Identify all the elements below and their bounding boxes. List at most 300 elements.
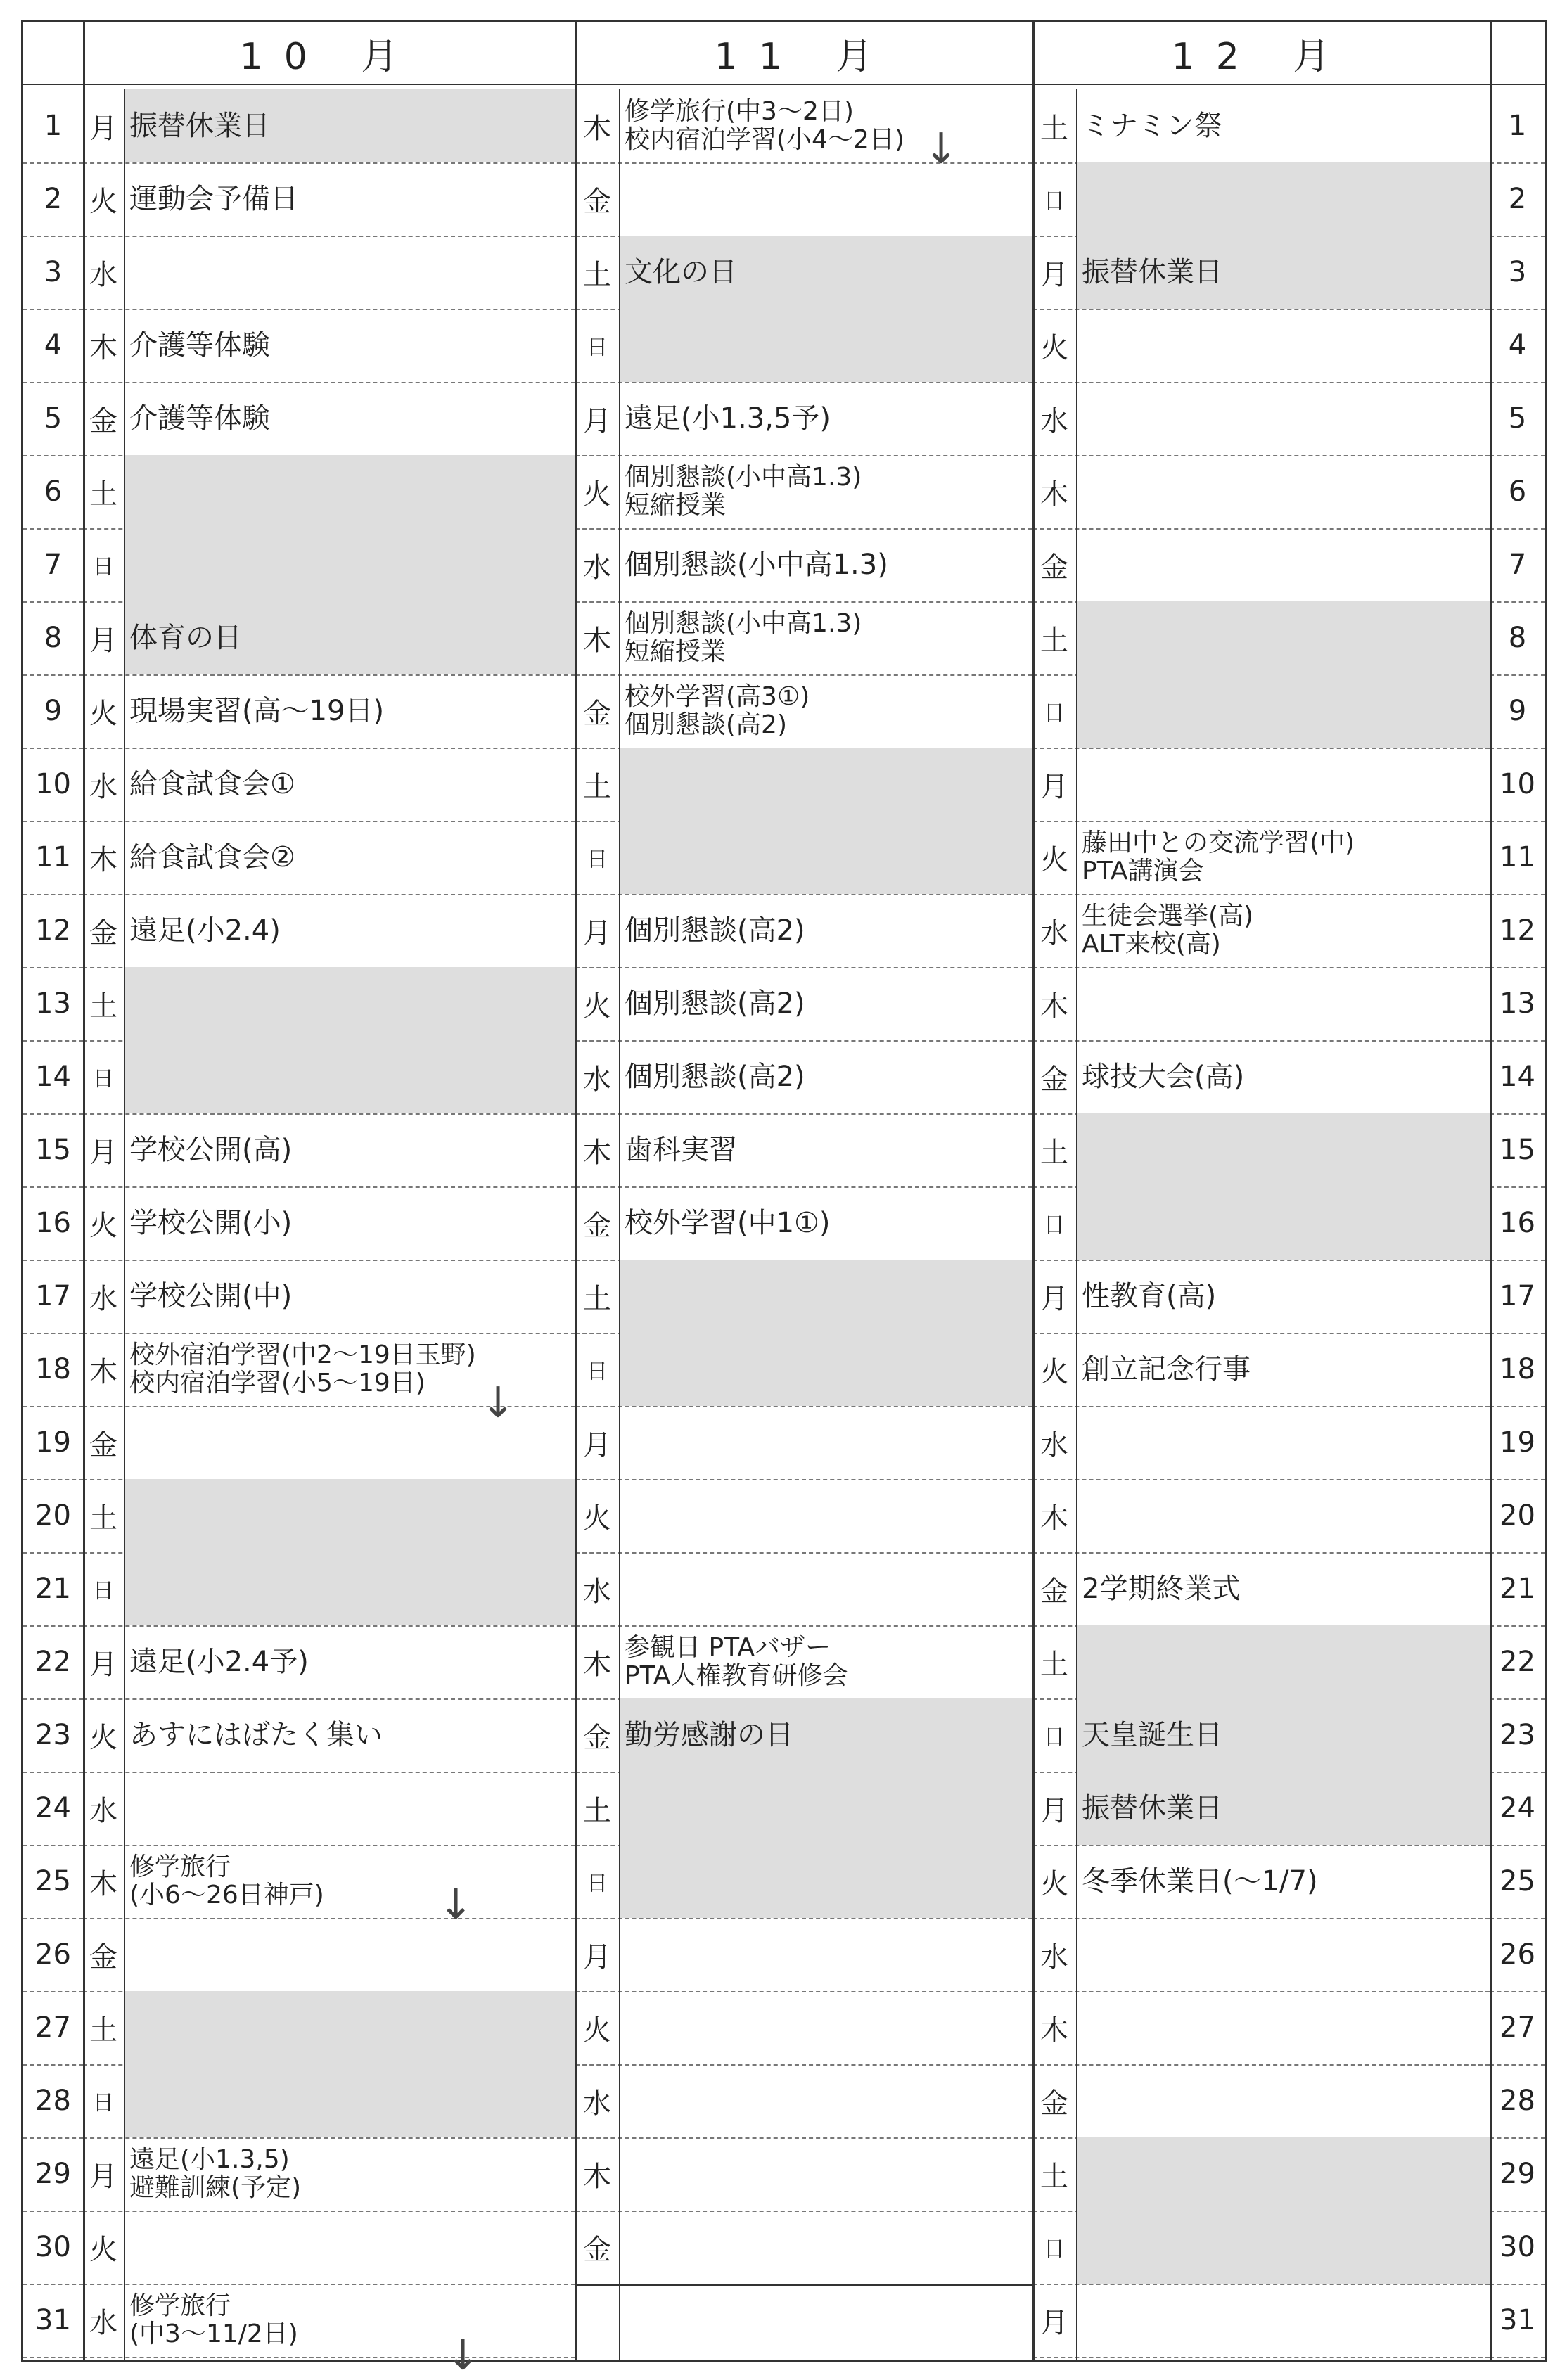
event-cell — [1076, 162, 1490, 236]
weekday-label: 日 — [1044, 1213, 1065, 1238]
weekday-label: 土 — [89, 990, 117, 1023]
event-text: 避難訓練(予定) — [129, 2173, 302, 2202]
weekday-label: 水 — [1040, 1428, 1068, 1461]
weekday-label: 金 — [1040, 1063, 1068, 1096]
row-divider — [83, 2357, 575, 2358]
event-cell — [619, 382, 1032, 455]
event-cell — [124, 1698, 575, 1772]
day-number-left: 17 — [35, 1280, 71, 1312]
continuation-arrow: ↓ — [445, 2331, 481, 2380]
event-cell — [619, 89, 1032, 162]
weekday-label: 月 — [1040, 1282, 1068, 1315]
day-number-right: 23 — [1499, 1719, 1535, 1751]
event-cell — [1076, 1479, 1490, 1552]
weekday-label: 土 — [583, 258, 611, 291]
day-number-right: 26 — [1499, 1938, 1535, 1971]
event-cell — [1076, 89, 1490, 162]
event-cell — [124, 967, 575, 1040]
day-number-left: 25 — [35, 1865, 71, 1898]
weekday-label: 月 — [1040, 2306, 1068, 2339]
event-text: ミナミン祭 — [1082, 110, 1222, 142]
weekday-label: 月 — [583, 916, 611, 949]
event-text: 遠足(小2.4) — [129, 914, 281, 947]
weekday-label: 水 — [583, 1063, 611, 1096]
column-rule — [83, 22, 85, 2360]
event-cell — [1076, 1991, 1490, 2064]
event-cell — [124, 601, 575, 674]
weekday-label: 水 — [89, 1282, 117, 1315]
month-header-december: 12 月 — [1032, 22, 1490, 87]
day-number-right: 10 — [1499, 768, 1535, 800]
day-number-right: 22 — [1499, 1646, 1535, 1678]
event-text: 創立記念行事 — [1082, 1353, 1251, 1386]
event-cell — [1076, 309, 1490, 382]
event-text: ALT来校(高) — [1082, 930, 1221, 959]
event-cell — [124, 1991, 575, 2064]
continuation-arrow: ↓ — [438, 1880, 474, 1929]
event-text: 校外学習(中1①) — [625, 1207, 831, 1239]
day-number-left: 22 — [35, 1646, 71, 1678]
day-number-left: 12 — [35, 914, 71, 947]
continuation-arrow: ↓ — [480, 1378, 516, 1428]
event-cell — [1076, 2284, 1490, 2357]
weekday-label: 日 — [93, 555, 114, 580]
weekday-label: 日 — [587, 1872, 608, 1896]
day-number-left: 16 — [35, 1207, 71, 1239]
weekday-label: 水 — [583, 1575, 611, 1608]
day-number-right: 1 — [1508, 110, 1527, 142]
event-cell — [124, 2211, 575, 2284]
day-number-right: 2 — [1508, 183, 1527, 215]
day-number-right: 16 — [1499, 1207, 1535, 1239]
weekday-label: 月 — [89, 1136, 117, 1169]
weekday-label: 金 — [89, 404, 117, 437]
event-cell — [124, 455, 575, 528]
event-text: 個別懇談(高2) — [625, 914, 805, 947]
day-number-left: 2 — [44, 183, 63, 215]
weekday-label: 金 — [89, 1940, 117, 1973]
weekday-label: 火 — [89, 2233, 117, 2266]
event-text: 歯科実習 — [625, 1134, 737, 1166]
event-cell — [619, 2064, 1032, 2137]
event-text: 藤田中との交流学習(中) — [1082, 828, 1355, 857]
weekday-label: 水 — [89, 770, 117, 803]
column-rule — [575, 22, 577, 2360]
event-cell — [619, 162, 1032, 236]
day-number-left: 27 — [35, 2011, 71, 2044]
event-cell — [1076, 236, 1490, 309]
event-cell — [619, 1260, 1032, 1333]
day-number-left: 10 — [35, 768, 71, 800]
weekday-label: 火 — [89, 1209, 117, 1242]
day-number-right: 13 — [1499, 987, 1535, 1020]
event-cell — [619, 1479, 1032, 1552]
weekday-label: 火 — [1040, 1867, 1068, 1900]
event-text: 天皇誕生日 — [1082, 1719, 1222, 1751]
weekday-label: 火 — [583, 990, 611, 1023]
weekday-label: 土 — [89, 2014, 117, 2047]
event-text: 現場実習(高〜19日) — [129, 695, 385, 727]
event-cell — [619, 674, 1032, 748]
day-number-right: 8 — [1508, 622, 1527, 654]
day-number-right: 11 — [1499, 841, 1535, 874]
weekday-label: 日 — [587, 847, 608, 872]
weekday-label: 火 — [89, 185, 117, 218]
day-number-left: 28 — [35, 2085, 71, 2117]
event-cell — [619, 1625, 1032, 1698]
event-cell — [124, 1260, 575, 1333]
day-number-left: 19 — [35, 1426, 71, 1459]
event-cell — [1076, 821, 1490, 894]
day-number-left: 31 — [35, 2304, 71, 2336]
weekday-label: 土 — [1040, 2160, 1068, 2193]
event-cell — [619, 748, 1032, 821]
weekday-label: 日 — [93, 1579, 114, 1604]
weekday-label: 月 — [89, 1648, 117, 1681]
row-divider — [1032, 2357, 1490, 2358]
month-header-november: 11 月 — [575, 22, 1032, 87]
event-text: 勤労感謝の日 — [625, 1719, 793, 1751]
event-text: 生徒会選挙(高) — [1082, 902, 1254, 930]
weekday-label: 金 — [89, 1428, 117, 1461]
event-cell — [1076, 1698, 1490, 1772]
event-cell — [124, 1040, 575, 1113]
event-cell — [619, 1113, 1032, 1186]
event-cell — [619, 1186, 1032, 1260]
weekday-label: 日 — [1044, 2237, 1065, 2262]
day-number-left: 5 — [44, 402, 63, 435]
row-divider — [1490, 2357, 1545, 2358]
event-cell — [1076, 1260, 1490, 1333]
weekday-label: 水 — [89, 1794, 117, 1827]
event-cell — [1076, 748, 1490, 821]
weekday-label: 金 — [583, 2233, 611, 2266]
event-cell — [124, 309, 575, 382]
event-cell — [124, 382, 575, 455]
weekday-label: 月 — [89, 2160, 117, 2193]
event-cell — [1076, 1918, 1490, 1991]
day-number-right: 14 — [1499, 1061, 1535, 1093]
weekday-label: 木 — [1040, 2014, 1068, 2047]
weekday-label: 木 — [1040, 1502, 1068, 1535]
event-text: 学校公開(高) — [129, 1134, 293, 1166]
weekday-label: 月 — [583, 1940, 611, 1973]
day-number-right: 7 — [1508, 549, 1527, 581]
event-cell — [1076, 894, 1490, 967]
event-text: 校内宿泊学習(小4〜2日) — [625, 125, 904, 154]
day-number-left: 13 — [35, 987, 71, 1020]
weekday-label: 木 — [89, 331, 117, 364]
weekday-label: 水 — [89, 258, 117, 291]
event-cell — [1076, 528, 1490, 601]
weekday-label: 土 — [89, 1502, 117, 1535]
event-cell — [619, 309, 1032, 382]
event-cell — [619, 1918, 1032, 1991]
event-text: 体育の日 — [129, 622, 242, 654]
event-cell — [1076, 1186, 1490, 1260]
weekday-label: 土 — [1040, 1136, 1068, 1169]
day-number-right: 17 — [1499, 1280, 1535, 1312]
event-cell — [619, 2211, 1032, 2284]
event-cell — [124, 1845, 575, 1918]
event-text: 個別懇談(小中高1.3) — [625, 609, 862, 638]
event-cell — [1076, 674, 1490, 748]
weekday-label: 金 — [583, 1209, 611, 1242]
day-number-right: 28 — [1499, 2085, 1535, 2117]
event-cell — [619, 1406, 1032, 1479]
event-cell — [619, 1845, 1032, 1918]
weekday-label: 月 — [89, 624, 117, 657]
weekday-label: 木 — [583, 624, 611, 657]
day-number-left: 3 — [44, 256, 63, 288]
event-cell — [1076, 1113, 1490, 1186]
day-number-left: 24 — [35, 1792, 71, 1824]
event-cell — [124, 236, 575, 309]
day-number-right: 9 — [1508, 695, 1527, 727]
event-text: 振替休業日 — [1082, 256, 1222, 288]
day-number-left: 15 — [35, 1134, 71, 1166]
weekday-label: 月 — [1040, 1794, 1068, 1827]
weekday-label: 日 — [587, 335, 608, 360]
day-number-left: 4 — [44, 329, 63, 362]
weekday-label: 木 — [583, 1136, 611, 1169]
day-number-right: 15 — [1499, 1134, 1535, 1166]
event-text: PTA人権教育研修会 — [625, 1661, 848, 1690]
weekday-label: 火 — [583, 478, 611, 511]
event-cell — [619, 967, 1032, 1040]
day-number-left: 26 — [35, 1938, 71, 1971]
event-text: 冬季休業日(〜1/7) — [1082, 1865, 1318, 1898]
weekday-label: 月 — [583, 404, 611, 437]
column-rule — [1490, 22, 1492, 2360]
continuation-arrow: ↓ — [923, 124, 959, 174]
event-text: 球技大会(高) — [1082, 1061, 1245, 1093]
event-cell — [619, 601, 1032, 674]
event-cell — [1076, 967, 1490, 1040]
day-number-right: 4 — [1508, 329, 1527, 362]
weekday-label: 金 — [89, 916, 117, 949]
event-text: 学校公開(中) — [129, 1280, 293, 1312]
event-cell — [619, 821, 1032, 894]
event-cell — [619, 455, 1032, 528]
event-cell — [1076, 2137, 1490, 2211]
day-number-left: 11 — [35, 841, 71, 874]
event-cell — [1076, 1845, 1490, 1918]
event-text: 給食試食会① — [129, 768, 295, 800]
weekday-label: 水 — [89, 2306, 117, 2339]
event-cell — [1076, 1552, 1490, 1625]
day-number-left: 1 — [44, 110, 63, 142]
row-divider — [23, 2357, 83, 2358]
day-number-right: 30 — [1499, 2231, 1535, 2263]
day-number-right: 5 — [1508, 402, 1527, 435]
event-cell — [619, 236, 1032, 309]
event-cell — [1076, 382, 1490, 455]
weekday-label: 土 — [583, 1282, 611, 1315]
column-rule — [1032, 22, 1035, 2360]
weekday-label: 水 — [1040, 404, 1068, 437]
day-number-left: 20 — [35, 1499, 71, 1532]
weekday-label: 土 — [89, 478, 117, 511]
event-text: 校外学習(高3①) — [625, 682, 810, 711]
event-text: 遠足(小1.3,5予) — [625, 402, 831, 435]
day-number-left: 9 — [44, 695, 63, 727]
weekday-label: 水 — [583, 2087, 611, 2120]
event-cell — [619, 894, 1032, 967]
day-number-right: 18 — [1499, 1353, 1535, 1386]
event-text: 介護等体験 — [129, 329, 270, 362]
event-text: 2学期終業式 — [1082, 1573, 1241, 1605]
header-corner-left — [23, 22, 83, 87]
weekday-label: 金 — [583, 185, 611, 218]
event-cell — [1076, 2211, 1490, 2284]
event-cell — [124, 2284, 575, 2357]
event-cell — [1076, 455, 1490, 528]
day-number-right: 12 — [1499, 914, 1535, 947]
month-end-rule — [575, 2284, 1032, 2286]
weekday-label: 木 — [583, 112, 611, 145]
event-text: 学校公開(小) — [129, 1207, 293, 1239]
weekday-label: 火 — [89, 697, 117, 730]
day-number-right: 27 — [1499, 2011, 1535, 2044]
event-cell — [1076, 1772, 1490, 1845]
day-number-right: 31 — [1499, 2304, 1535, 2336]
event-text: 修学旅行 — [129, 1853, 231, 1881]
event-text: 短縮授業 — [625, 637, 727, 666]
event-cell — [124, 162, 575, 236]
event-text: 振替休業日 — [129, 110, 270, 142]
event-text: PTA講演会 — [1082, 857, 1204, 885]
event-text: 振替休業日 — [1082, 1792, 1222, 1824]
weekday-label: 木 — [89, 1867, 117, 1900]
weekday-label: 土 — [583, 1794, 611, 1827]
event-cell — [1076, 1406, 1490, 1479]
school-calendar — [21, 20, 1547, 2380]
event-cell — [1076, 1040, 1490, 1113]
event-text: 介護等体験 — [129, 402, 270, 435]
day-number-left: 29 — [35, 2158, 71, 2190]
weekday-label: 日 — [93, 2091, 114, 2116]
weekday-label: 火 — [583, 1502, 611, 1535]
weekday-label: 土 — [1040, 1648, 1068, 1681]
weekday-label: 火 — [583, 2014, 611, 2047]
event-cell — [619, 1040, 1032, 1113]
event-cell — [1076, 601, 1490, 674]
event-cell — [619, 2137, 1032, 2211]
weekday-label: 土 — [1040, 624, 1068, 657]
event-cell — [124, 1625, 575, 1698]
day-number-left: 18 — [35, 1353, 71, 1386]
weekday-label: 金 — [1040, 1575, 1068, 1608]
weekday-label: 土 — [583, 770, 611, 803]
event-cell — [1076, 1625, 1490, 1698]
weekday-label: 日 — [1044, 701, 1065, 726]
weekday-label: 金 — [1040, 2087, 1068, 2120]
event-cell — [619, 1698, 1032, 1772]
event-cell — [124, 528, 575, 601]
weekday-rule — [124, 89, 125, 2360]
day-number-left: 23 — [35, 1719, 71, 1751]
weekday-label: 日 — [1044, 1725, 1065, 1750]
event-text: 個別懇談(高2) — [625, 987, 805, 1020]
event-cell — [619, 1552, 1032, 1625]
event-text: 個別懇談(小中高1.3) — [625, 463, 862, 492]
event-cell — [1076, 2064, 1490, 2137]
day-number-right: 25 — [1499, 1865, 1535, 1898]
weekday-label: 木 — [583, 2160, 611, 2193]
event-cell — [124, 821, 575, 894]
day-number-left: 7 — [44, 549, 63, 581]
weekday-label: 木 — [89, 843, 117, 876]
event-text: 短縮授業 — [625, 491, 727, 520]
event-cell — [124, 748, 575, 821]
weekday-label: 木 — [1040, 478, 1068, 511]
weekday-label: 火 — [1040, 1355, 1068, 1388]
header-corner-right — [1490, 22, 1545, 87]
weekday-label: 木 — [89, 1355, 117, 1388]
event-text: 運動会予備日 — [129, 183, 298, 215]
weekday-rule — [619, 89, 620, 2360]
event-text: 遠足(小2.4予) — [129, 1646, 309, 1678]
event-cell — [619, 528, 1032, 601]
weekday-label: 火 — [89, 1721, 117, 1754]
event-text: あすにはばたく集い — [129, 1719, 383, 1751]
month-header-october: 10 月 — [83, 22, 575, 87]
day-number-right: 29 — [1499, 2158, 1535, 2190]
event-cell — [124, 1772, 575, 1845]
day-number-left: 21 — [35, 1573, 71, 1605]
event-text: 遠足(小1.3,5) — [129, 2145, 290, 2174]
weekday-label: 月 — [583, 1428, 611, 1461]
event-text: 個別懇談(高2) — [625, 1061, 805, 1093]
event-text: 文化の日 — [625, 256, 737, 288]
weekday-label: 金 — [1040, 551, 1068, 584]
weekday-label: 月 — [89, 112, 117, 145]
weekday-label: 水 — [1040, 1940, 1068, 1973]
weekday-label: 日 — [1044, 189, 1065, 214]
event-cell — [124, 89, 575, 162]
day-number-right: 6 — [1508, 475, 1527, 508]
day-number-right: 21 — [1499, 1573, 1535, 1605]
day-number-right: 19 — [1499, 1426, 1535, 1459]
event-text: 性教育(高) — [1082, 1280, 1217, 1312]
weekday-rule — [1076, 89, 1077, 2360]
event-text: 校外宿泊学習(中2〜19日玉野) — [129, 1341, 476, 1369]
event-text: 修学旅行(中3〜2日) — [625, 97, 854, 126]
day-number-left: 14 — [35, 1061, 71, 1093]
event-cell — [124, 894, 575, 967]
day-number-left: 30 — [35, 2231, 71, 2263]
weekday-label: 木 — [1040, 990, 1068, 1023]
event-text: 給食試食会② — [129, 841, 295, 874]
event-text: (小6〜26日神戸) — [129, 1881, 324, 1909]
day-number-right: 24 — [1499, 1792, 1535, 1824]
event-cell — [124, 1918, 575, 1991]
weekday-label: 火 — [1040, 331, 1068, 364]
weekday-label: 土 — [1040, 112, 1068, 145]
event-cell — [124, 1552, 575, 1625]
day-number-left: 6 — [44, 475, 63, 508]
weekday-label: 日 — [587, 1359, 608, 1384]
weekday-label: 水 — [1040, 916, 1068, 949]
event-text: 参観日 PTAバザー — [625, 1633, 831, 1662]
weekday-label: 月 — [1040, 770, 1068, 803]
day-number-right: 20 — [1499, 1499, 1535, 1532]
event-cell — [124, 2137, 575, 2211]
weekday-label: 月 — [1040, 258, 1068, 291]
event-cell — [619, 1333, 1032, 1406]
weekday-label: 金 — [583, 1721, 611, 1754]
